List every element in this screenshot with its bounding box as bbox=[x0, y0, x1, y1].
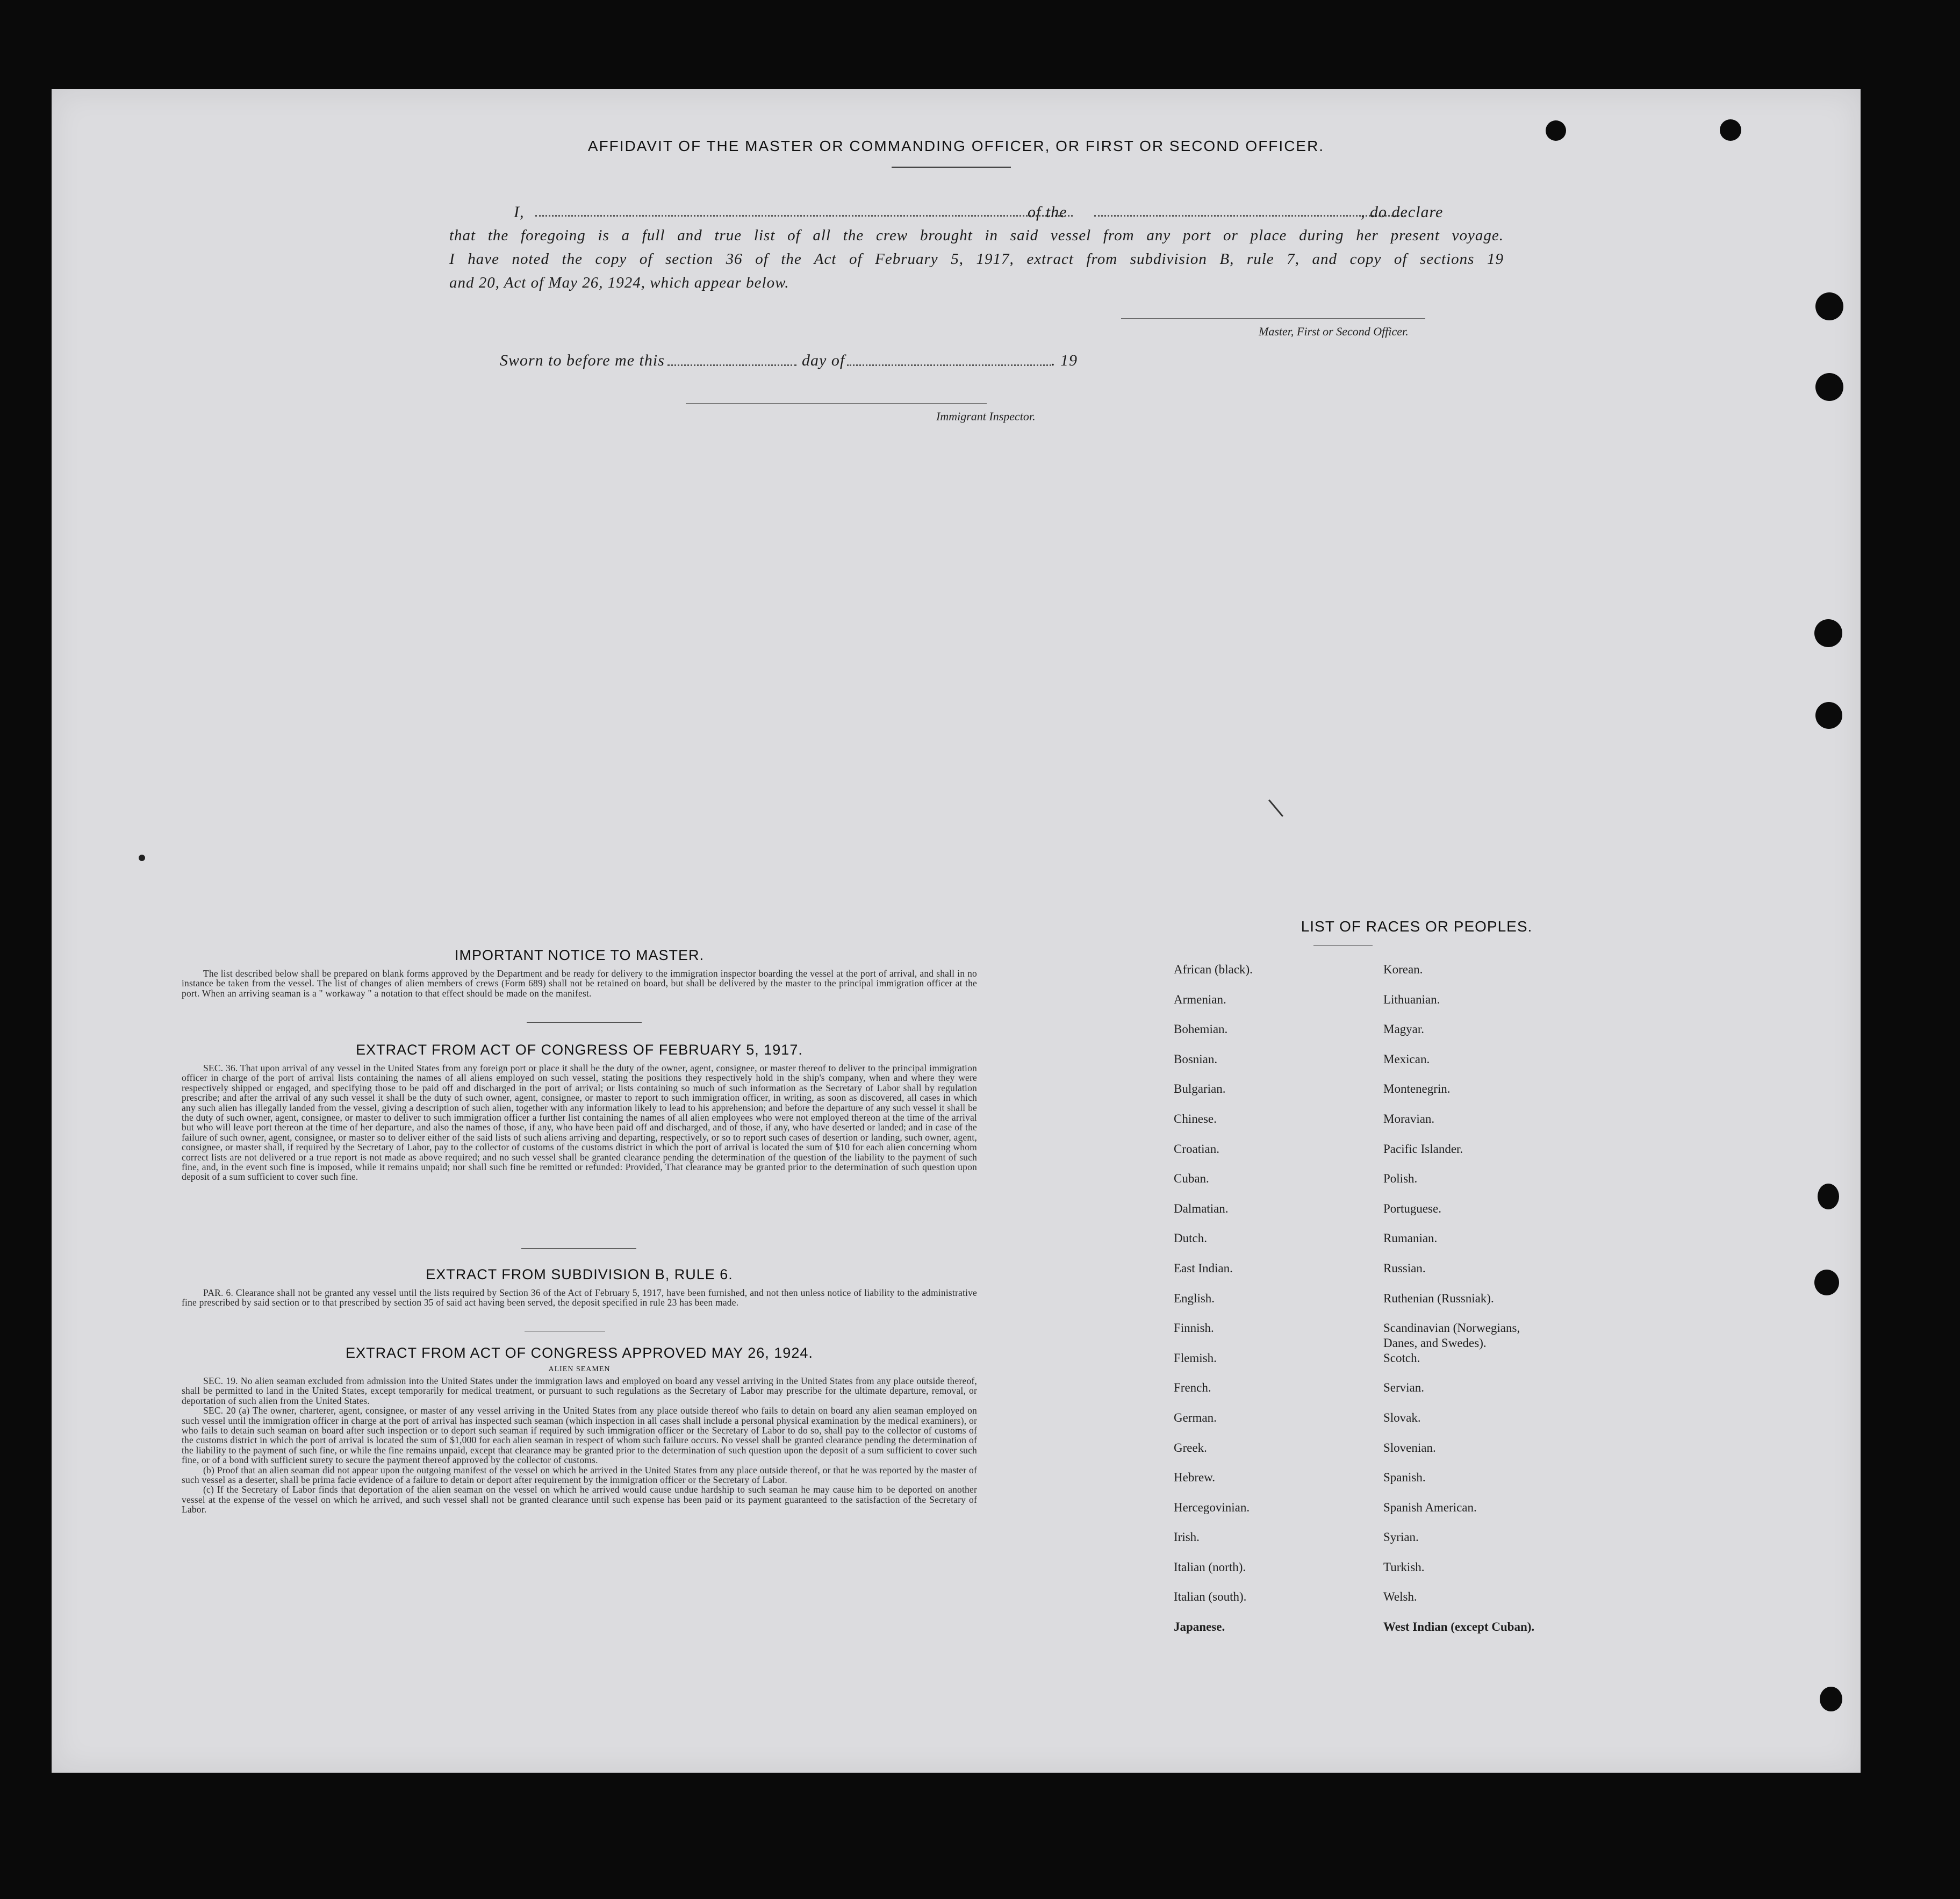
race-item: Portuguese. bbox=[1383, 1201, 1441, 1215]
vessel-blank[interactable] bbox=[1094, 215, 1406, 217]
race-item: Italian (south). bbox=[1174, 1590, 1247, 1604]
sworn-prefix: Sworn to before me this bbox=[500, 352, 665, 369]
name-blank[interactable] bbox=[535, 215, 1073, 217]
race-item: Polish. bbox=[1383, 1172, 1418, 1186]
extract-1917-title: EXTRACT FROM ACT OF CONGRESS OF FEBRUARY 5, 1917. bbox=[356, 1042, 803, 1058]
sworn-year: . 19 bbox=[1051, 352, 1078, 369]
races-left-column bbox=[1174, 962, 1378, 1650]
race-item: Turkish. bbox=[1383, 1560, 1425, 1574]
affidavit-line-1 bbox=[514, 203, 525, 221]
race-item: West Indian (except Cuban). bbox=[1383, 1620, 1535, 1634]
race-item: Moravian. bbox=[1383, 1112, 1435, 1126]
inspector-signature-line[interactable] bbox=[686, 403, 987, 404]
of-the-label: of the bbox=[1028, 203, 1067, 221]
master-caption: Master, First or Second Officer. bbox=[1259, 325, 1409, 338]
affidavit-line-4: and 20, Act of May 26, 1924, which appear below. bbox=[449, 274, 789, 291]
subdivision-title: EXTRACT FROM SUBDIVISION B, RULE 6. bbox=[426, 1266, 733, 1282]
race-item: Montenegrin. bbox=[1383, 1082, 1451, 1096]
extract-1917-text bbox=[182, 1063, 977, 1182]
race-item: Rumanian. bbox=[1383, 1231, 1438, 1245]
sworn-day-label: day of bbox=[802, 352, 845, 369]
race-item: Mexican. bbox=[1383, 1052, 1430, 1066]
race-item: Bohemian. bbox=[1174, 1022, 1228, 1036]
speck-mark bbox=[139, 855, 145, 861]
divider bbox=[527, 1022, 642, 1023]
race-item: Spanish. bbox=[1383, 1471, 1426, 1485]
race-item: African (black). bbox=[1174, 963, 1253, 976]
notice-paragraph: The list described below shall be prepared on blank forms approved by the Department and be ready for delivery to the immigration inspector boarding the vessel at the port of arrival, and shall in no instance be taken from the vessel. The list of changes of alien members of crews (Form 689) shall not be retained on board, but shall be delivered by the master to the principal immigration officer at the port. When an arriving seaman is a " workaway " a notation to that effect should be made on the manifest. bbox=[182, 968, 977, 999]
race-item: Slovak. bbox=[1383, 1410, 1421, 1424]
race-item: Bosnian. bbox=[1174, 1052, 1218, 1066]
race-item: Syrian. bbox=[1383, 1530, 1419, 1544]
subdivision-text bbox=[182, 1288, 977, 1308]
race-item: Italian (north). bbox=[1174, 1560, 1246, 1574]
race-item: Armenian. bbox=[1174, 992, 1226, 1006]
race-item: Magyar. bbox=[1383, 1022, 1425, 1036]
race-item: Bulgarian. bbox=[1174, 1082, 1226, 1096]
punch-hole bbox=[1820, 1687, 1842, 1711]
sworn-day-blank[interactable] bbox=[667, 364, 796, 366]
alien-seamen-subtitle: ALIEN SEAMEN bbox=[548, 1365, 611, 1373]
section-20c-paragraph: (c) If the Secretary of Labor finds that deportation of the alien seaman on the vessel on which he arrived would cause undue hardship to such seaman he may cause him to be deported on another vessel at the expense of the vessel on which he arrived, and such vessel shall not be granted clearance until such expense has been paid or its payment guaranteed to the satisfaction of the Secretary of Labor. bbox=[182, 1484, 977, 1515]
i-label: I, bbox=[514, 203, 525, 221]
race-item: Hercegovinian. bbox=[1174, 1500, 1250, 1514]
extract-1924-text bbox=[182, 1376, 977, 1515]
punch-hole bbox=[1814, 1270, 1839, 1295]
race-item: Slovenian. bbox=[1383, 1441, 1436, 1454]
master-signature-line[interactable] bbox=[1121, 318, 1425, 319]
extract-1924-title: EXTRACT FROM ACT OF CONGRESS APPROVED MAY 26, 1924. bbox=[346, 1345, 813, 1361]
affidavit-line-2: that the foregoing is a full and true list of all the crew brought in said vessel from any port or place during her present voyage. bbox=[449, 227, 1504, 244]
notice-title: IMPORTANT NOTICE TO MASTER. bbox=[454, 947, 705, 963]
punch-hole bbox=[1815, 373, 1843, 401]
race-item: English. bbox=[1174, 1291, 1215, 1305]
section-20b-paragraph: (b) Proof that an alien seaman did not appear upon the outgoing manifest of the vessel on which he arrived in the United States from any place outside thereof, or that he was reported by the master of such vessel as a deserter, shall be prima facie evidence of a failure to detain or deport after requirement by the immigration officer or the Secretary of Labor. bbox=[182, 1464, 977, 1486]
race-item: Lithuanian. bbox=[1383, 992, 1440, 1006]
race-item: Welsh. bbox=[1383, 1590, 1417, 1604]
declare-label: , do declare bbox=[1361, 203, 1444, 221]
race-item: Croatian. bbox=[1174, 1142, 1219, 1156]
race-item: Servian. bbox=[1383, 1381, 1425, 1395]
race-item: Ruthenian (Russniak). bbox=[1383, 1291, 1494, 1305]
punch-hole bbox=[1818, 1184, 1839, 1209]
race-item: Finnish. bbox=[1174, 1321, 1214, 1335]
notice-text bbox=[182, 969, 977, 998]
races-title: LIST OF RACES OR PEOPLES. bbox=[1301, 918, 1533, 935]
race-item: Dalmatian. bbox=[1174, 1201, 1229, 1215]
race-item: German. bbox=[1174, 1410, 1217, 1424]
race-item: Spanish American. bbox=[1383, 1500, 1477, 1514]
race-item: French. bbox=[1174, 1381, 1211, 1395]
race-item: Irish. bbox=[1174, 1530, 1200, 1544]
race-item: Scandinavian (Norwegians, Danes, and Swedes). bbox=[1383, 1321, 1520, 1350]
race-item: Scotch. bbox=[1383, 1351, 1420, 1365]
races-right-column bbox=[1383, 962, 1641, 1650]
punch-hole bbox=[1814, 619, 1842, 647]
race-item: Flemish. bbox=[1174, 1351, 1217, 1365]
sworn-month-blank[interactable] bbox=[847, 364, 1051, 366]
affidavit-title: AFFIDAVIT OF THE MASTER OR COMMANDING OFFICER, OR FIRST OR SECOND OFFICER. bbox=[587, 138, 1325, 154]
race-item: Korean. bbox=[1383, 963, 1423, 976]
inspector-caption: Immigrant Inspector. bbox=[936, 410, 1036, 423]
section-19-paragraph: SEC. 19. No alien seaman excluded from admission into the United States under the immigration laws and employed on board any vessel arriving in the United States from any place outside thereof, shall be permitted to land in the United States, except temporarily for medical treatment, or pursuant to such regulations as the Secretary of Labor may prescribe for the ultimate departure, removal, or deportation of such alien from the United States. bbox=[182, 1375, 977, 1406]
speck-mark bbox=[1268, 799, 1283, 817]
section-20a-paragraph: SEC. 20 (a) The owner, charterer, agent, consignee, or master of any vessel arriving in the United States from any place outside thereof who fails to detain on board any alien seaman employed on such vessel until the immigration officer in charge at the port of arrival has inspected such seaman (which inspection in all cases shall include a personal physical examination by the medical examiners), or who fails to detain such seaman on board after such inspection or to deport such seaman if required by such immigration officer or the Secretary of Labor to do so, shall pay to the collector of customs of the customs district in which the port of arrival is located the sum of $1,000 for each alien seaman in respect of whom such failure occurs. No vessel shall be granted clearance pending the determination of the liability to the payment of such fine, or while the fine remains unpaid, except that clearance may be granted prior to the determination of such question upon the deposit of a sum sufficient to cover such fine, or of a bond with sufficient surety to secure the payment thereof approved by the collector of customs. bbox=[182, 1405, 977, 1466]
race-item: Pacific Islander. bbox=[1383, 1142, 1463, 1156]
document-page bbox=[52, 89, 1861, 1773]
section-36-paragraph: SEC. 36. That upon arrival of any vessel in the United States from any foreign port or place it shall be the duty of the owner, agent, consignee, or master thereof to deliver to the principal immigration officer in charge of the port of arrival lists containing the names of all aliens employed on such vessel, stating the positions they respectively hold in the ship's company, when and where they were respectively shipped or engaged, and specifying those to be paid off and discharged in the port of arrival; or lists containing so much of such information as the Secretary of Labor shall by regulation prescribe; and after the arrival of any such vessel it shall be the duty of such owner, agent, consignee, or master to report to such immigration officer, in writing, as soon as discovered, all cases in which any such alien has illegally landed from the vessel, giving a description of such alien, together with any information likely to lead to his apprehension; and before the departure of any such vessel it shall be the duty of such owner, agent, consignee, or master to deliver to such immigration officer a further list containing the names of all alien employees who were not employed thereon at the time of the arrival but who will leave port thereon at the time of her departure, and also the names of those, if any, who have been paid off and discharged, and of those, if any, who have deserted or landed; and in case of the failure of such owner, agent, consignee, or master so to deliver either of the said lists of such aliens arriving and departing, respectively, or so to report such cases of desertion or landing, such owner, agent, consignee, or master shall, if required by the Secretary of Labor, pay to the collector of customs of the customs district in which the port of arrival is located the sum of $10 for each alien concerning whom correct lists are not delivered or a true report is not made as above required; and no such vessel shall be granted clearance pending the determination of the question of the liability to the payment of such fine, and, in the event such fine is imposed, while it remains unpaid; nor shall such fine be remitted or refunded: Provided, That clearance may be granted prior to the determination of such question upon deposit of a sum sufficient to cover such fine. bbox=[182, 1063, 977, 1183]
rule-6-paragraph: PAR. 6. Clearance shall not be granted any vessel until the lists required by Section 36 of the Act of February 5, 1917, have been furnished, and not then unless notice of liability to the administrative fine prescribed by said section or to that prescribed by section 35 of said act having been served, the deposit specified in rule 23 has been made. bbox=[182, 1287, 977, 1308]
affidavit-line-3: I have noted the copy of section 36 of the Act of February 5, 1917, extract from subdivision B, rule 7, and copy of sections 19 bbox=[449, 250, 1504, 268]
punch-hole bbox=[1815, 292, 1843, 320]
race-item: Hebrew. bbox=[1174, 1471, 1216, 1485]
race-item: East Indian. bbox=[1174, 1261, 1233, 1275]
race-item: Cuban. bbox=[1174, 1172, 1209, 1186]
race-item: Greek. bbox=[1174, 1441, 1207, 1454]
race-item: Chinese. bbox=[1174, 1112, 1217, 1126]
title-underline bbox=[892, 167, 1011, 168]
race-item: Russian. bbox=[1383, 1261, 1426, 1275]
race-item: Dutch. bbox=[1174, 1231, 1207, 1245]
divider bbox=[521, 1248, 636, 1249]
punch-hole bbox=[1815, 702, 1842, 729]
race-item: Japanese. bbox=[1174, 1620, 1225, 1634]
